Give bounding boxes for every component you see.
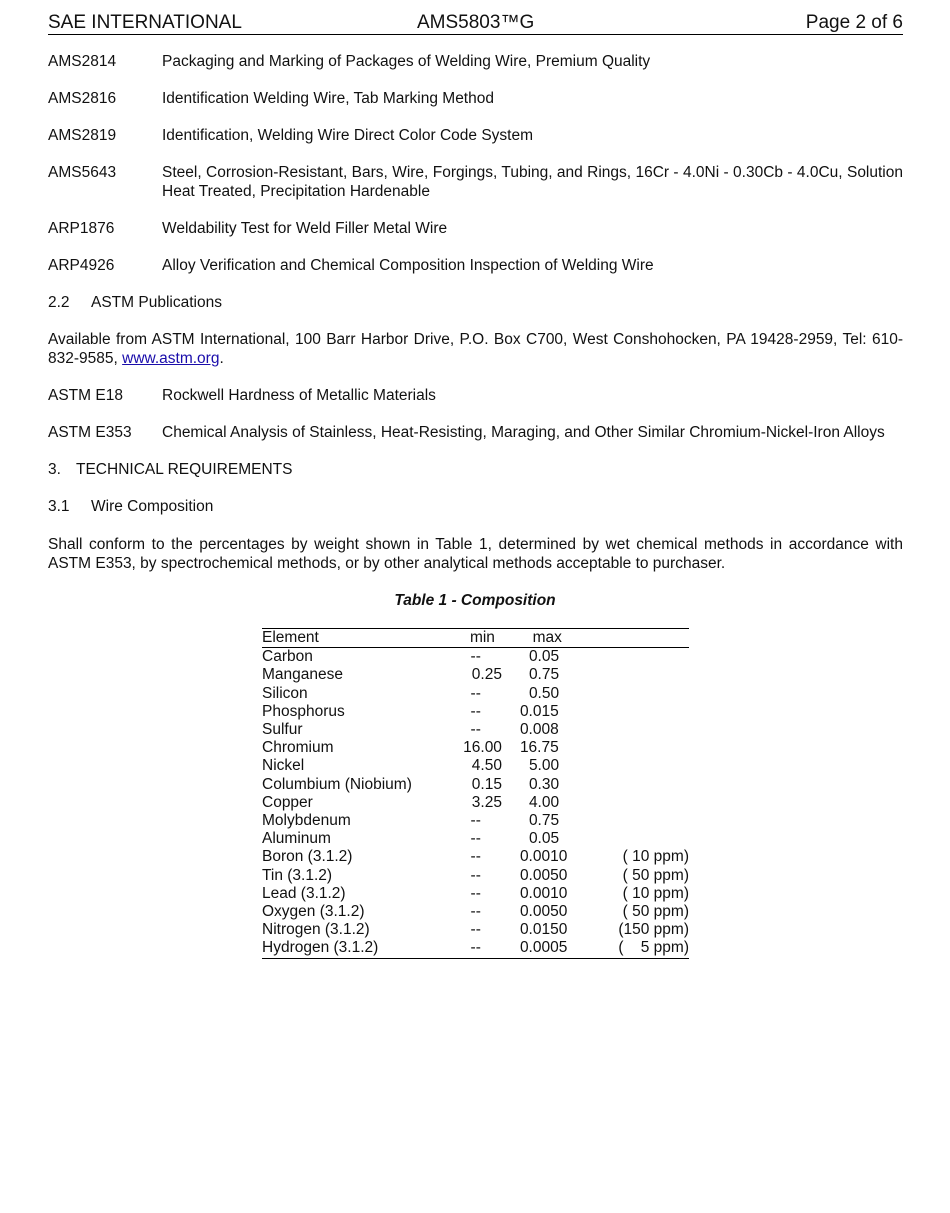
header-element: Element (262, 629, 319, 646)
table-header-row (262, 629, 689, 648)
cell-element: Carbon (262, 648, 313, 666)
cell-min: -- (470, 848, 481, 866)
cell-min: -- (470, 939, 481, 957)
table-body (262, 648, 689, 958)
cell-max: 5.00 (528, 757, 560, 775)
table-row (262, 867, 689, 885)
cell-min: -- (470, 866, 481, 884)
table-title: Table 1 - Composition (394, 592, 556, 609)
table-row (262, 848, 689, 866)
cell-max: 0.0050 (519, 903, 568, 921)
reference-code: AMS5643 (48, 164, 117, 181)
cell-element: Phosphorus (262, 702, 345, 720)
cell-element: Manganese (262, 666, 344, 684)
table-row (262, 721, 689, 739)
reference-title: Alloy Verification and Chemical Composition Inspection of Welding Wire (162, 257, 654, 274)
section-heading-3-1 (48, 498, 213, 517)
table-row (262, 703, 689, 721)
cell-element: Sulfur (262, 721, 303, 739)
reference-code: AMS2816 (48, 90, 117, 107)
reference-title: Chemical Analysis of Stainless, Heat-Resisting, Maraging, and Other Similar Chromium-Nickel-Iron Alloys (162, 424, 885, 441)
cell-min: -- (470, 812, 481, 830)
reference-code: AMS2814 (48, 53, 117, 70)
table-row (262, 648, 689, 667)
cell-min: -- (470, 903, 481, 921)
astm-website-link[interactable]: www.astm.org (122, 349, 220, 367)
cell-max: 0.0010 (519, 848, 568, 866)
cell-element: Boron (3.1.2) (262, 848, 353, 866)
astm-availability-paragraph (48, 331, 903, 368)
header-min: min (469, 629, 495, 646)
section-heading-3 (48, 461, 292, 480)
cell-min: 16.00 (463, 739, 502, 757)
section-number: 3. (48, 461, 61, 478)
cell-element: Columbium (Niobium) (262, 775, 412, 793)
table-row (262, 830, 689, 848)
cell-ppm (593, 776, 689, 794)
header-ppm (593, 629, 689, 648)
cell-element: Chromium (262, 739, 334, 757)
reference-code: ARP1876 (48, 220, 115, 237)
cell-min: -- (470, 684, 481, 702)
cell-min: 4.50 (471, 757, 502, 775)
cell-element: Hydrogen (3.1.2) (262, 939, 379, 957)
reference-code: ASTM E353 (48, 424, 132, 441)
table-row (262, 812, 689, 830)
reference-entry (48, 164, 903, 201)
cell-min: -- (470, 702, 481, 720)
reference-code: ARP4926 (48, 257, 115, 274)
cell-element: Molybdenum (262, 812, 351, 830)
cell-max: 0.30 (528, 775, 560, 793)
cell-max: 0.0150 (519, 921, 568, 939)
cell-max: 0.50 (528, 684, 560, 702)
cell-min: 0.15 (471, 775, 502, 793)
reference-title: Weldability Test for Weld Filler Metal Wire (162, 220, 448, 237)
reference-entry (48, 53, 903, 72)
cell-ppm (593, 812, 689, 830)
table-row (262, 903, 689, 921)
cell-ppm (593, 830, 689, 848)
table-row (262, 939, 689, 958)
reference-title: Identification Welding Wire, Tab Marking Method (162, 90, 494, 107)
cell-element: Oxygen (3.1.2) (262, 903, 365, 921)
cell-min: -- (470, 648, 481, 666)
cell-ppm: ( 50 ppm) (622, 866, 689, 884)
reference-title: Identification, Welding Wire Direct Color Code System (162, 127, 533, 144)
cell-element: Nitrogen (3.1.2) (262, 921, 370, 939)
cell-ppm (593, 794, 689, 812)
section-title: TECHNICAL REQUIREMENTS (76, 461, 293, 478)
reference-entry (48, 90, 903, 109)
cell-max: 0.75 (528, 812, 560, 830)
reference-title: Rockwell Hardness of Metallic Materials (162, 387, 436, 404)
reference-entry (48, 257, 903, 276)
composition-paragraph: Shall conform to the percentages by weight shown in Table 1, determined by wet chemical methods in accordance with ASTM E353, by spectrochemical methods, or by other analytical methods acceptable to purchaser. (48, 536, 903, 572)
cell-ppm (593, 703, 689, 721)
availability-suffix: . (219, 349, 224, 367)
cell-max: 0.015 (519, 702, 559, 720)
cell-min: 3.25 (471, 793, 502, 811)
cell-min: -- (470, 721, 481, 739)
table-row (262, 794, 689, 812)
cell-max: 0.75 (528, 666, 560, 684)
section-title: Wire Composition (91, 498, 214, 515)
table-row (262, 776, 689, 794)
cell-ppm: ( 10 ppm) (622, 848, 689, 866)
page-header (48, 10, 903, 35)
cell-element: Aluminum (262, 830, 331, 848)
cell-element: Tin (3.1.2) (262, 866, 333, 884)
cell-ppm (593, 739, 689, 757)
reference-entry (48, 387, 903, 406)
header-max: max (532, 629, 562, 646)
cell-element: Copper (262, 793, 313, 811)
cell-min: -- (470, 921, 481, 939)
composition-table (262, 628, 689, 959)
cell-max: 0.0005 (519, 939, 568, 957)
table-row (262, 685, 689, 703)
table-row (262, 885, 689, 903)
section-title: ASTM Publications (91, 294, 222, 311)
cell-max: 0.05 (528, 648, 560, 666)
cell-ppm: ( 5 ppm) (618, 939, 689, 957)
cell-min: -- (470, 884, 481, 902)
reference-title: Steel, Corrosion-Resistant, Bars, Wire, Forgings, Tubing, and Rings, 16Cr - 4.0Ni - 0.30Cb - 4.0Cu, Solution Heat Treated, Precipitation Hardenable (162, 164, 903, 200)
cell-ppm: (150 ppm) (618, 921, 689, 939)
cell-ppm: ( 10 ppm) (622, 884, 689, 902)
table-row (262, 739, 689, 757)
section-number: 2.2 (48, 294, 70, 311)
reference-entry (48, 220, 903, 239)
section-number: 3.1 (48, 498, 70, 515)
cell-ppm: ( 50 ppm) (622, 903, 689, 921)
cell-element: Nickel (262, 757, 305, 775)
cell-ppm (593, 757, 689, 775)
cell-max: 0.05 (528, 830, 560, 848)
reference-title: Packaging and Marking of Packages of Welding Wire, Premium Quality (162, 53, 651, 70)
cell-ppm (593, 666, 689, 684)
cell-ppm (593, 685, 689, 703)
cell-max: 0.008 (519, 721, 559, 739)
reference-entry (48, 424, 903, 443)
cell-ppm (593, 721, 689, 739)
cell-element: Silicon (262, 684, 308, 702)
header-doc-id: AMS5803™G (417, 12, 535, 33)
table-row (262, 666, 689, 684)
table-row (262, 921, 689, 939)
section-heading-2-2 (48, 294, 222, 313)
reference-code: ASTM E18 (48, 387, 123, 404)
availability-text: Available from ASTM International, 100 Barr Harbor Drive, P.O. Box C700, West Conshohocken, PA 19428-2959, Tel: 610-832-9585, (48, 331, 903, 367)
reference-entry (48, 127, 903, 146)
reference-code: AMS2819 (48, 127, 117, 144)
header-org: SAE INTERNATIONAL (48, 12, 242, 33)
cell-max: 4.00 (528, 793, 560, 811)
header-page-number: Page 2 of 6 (805, 12, 903, 33)
cell-min: -- (470, 830, 481, 848)
cell-min: 0.25 (471, 666, 502, 684)
cell-ppm (593, 648, 689, 667)
cell-max: 0.0050 (519, 866, 568, 884)
cell-element: Lead (3.1.2) (262, 884, 346, 902)
cell-max: 0.0010 (519, 884, 568, 902)
cell-max: 16.75 (519, 739, 559, 757)
table-row (262, 757, 689, 775)
